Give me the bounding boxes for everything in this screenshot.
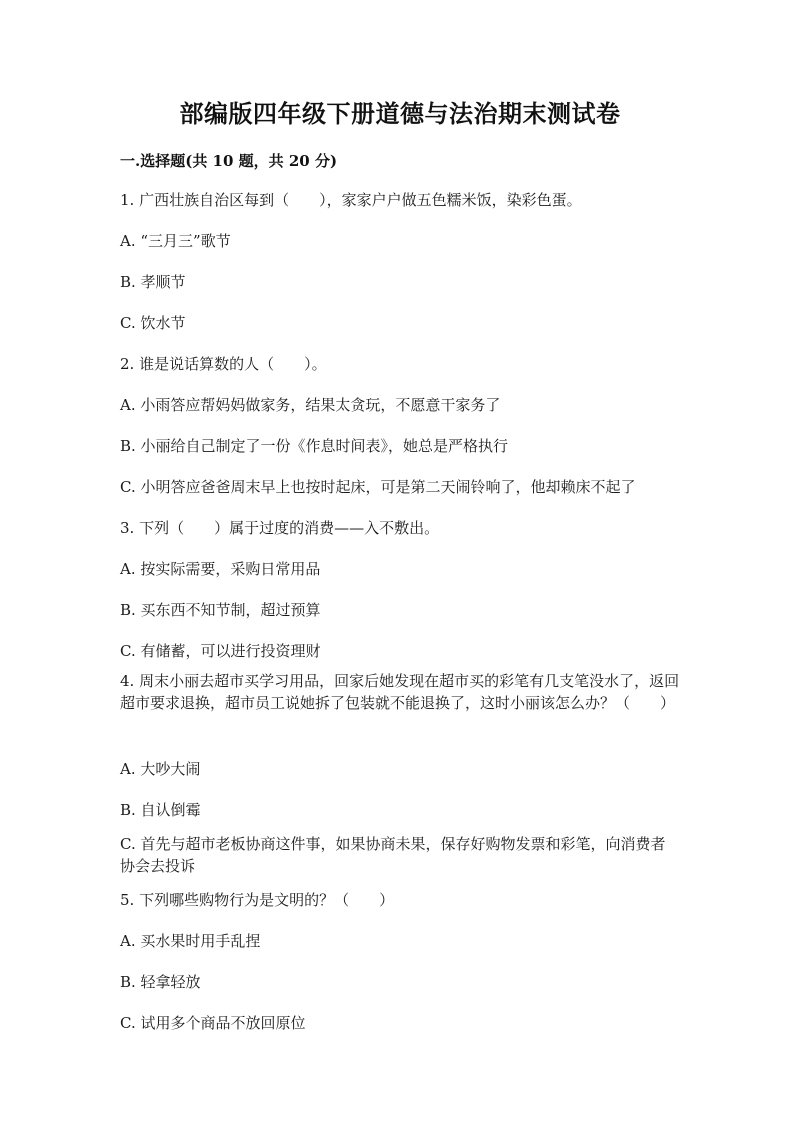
question-3-option-c: C. 有储蓄，可以进行投资理财 xyxy=(120,642,321,660)
question-4-option-b: B. 自认倒霉 xyxy=(120,801,201,819)
question-2-stem: 2. 谁是说话算数的人（ ）。 xyxy=(120,355,327,373)
question-5-option-a: A. 买水果时用手乱捏 xyxy=(120,932,261,950)
question-3-stem: 3. 下列（ ）属于过度的消费——入不敷出。 xyxy=(120,519,440,537)
question-4-option-a: A. 大吵大闹 xyxy=(120,760,201,778)
question-5-option-c: C. 试用多个商品不放回原位 xyxy=(120,1014,306,1032)
question-2-option-c: C. 小明答应爸爸周末早上也按时起床，可是第二天闹铃响了，他却赖床不起了 xyxy=(120,478,636,496)
question-5-option-b: B. 轻拿轻放 xyxy=(120,973,201,991)
question-2-option-b: B. 小丽给自己制定了一份《作息时间表》，她总是严格执行 xyxy=(120,437,509,455)
question-1-stem: 1. 广西壮族自治区每到（ ），家家户户做五色糯米饭，染彩色蛋。 xyxy=(120,191,582,209)
question-1-option-a: A. “三月三”歌节 xyxy=(120,232,231,250)
section-heading: 一.选择题(共 10 题，共 20 分) xyxy=(120,152,338,170)
question-5-stem: 5. 下列哪些购物行为是文明的？（ ） xyxy=(120,891,395,909)
question-1-option-c: C. 饮水节 xyxy=(120,314,186,332)
question-3-option-a: A. 按实际需要，采购日常用品 xyxy=(120,560,321,578)
question-2-option-a: A. 小雨答应帮妈妈做家务，结果太贪玩，不愿意干家务了 xyxy=(120,396,501,414)
question-3-option-b: B. 买东西不知节制，超过预算 xyxy=(120,601,321,619)
question-1-option-b: B. 孝顺节 xyxy=(120,273,186,291)
question-4-stem: 4. 周末小丽去超市买学习用品，回家后她发现在超市买的彩笔有几支笔没水了，返回超市要求退换，超市员工说她拆了包装就不能退换了，这时小丽该怎么办？（ ） xyxy=(120,672,680,712)
question-4-option-c: C. 首先与超市老板协商这件事，如果协商未果，保存好购物发票和彩笔，向消费者协会去投诉 xyxy=(120,835,666,875)
page-title: 部编版四年级下册道德与法治期末测试卷 xyxy=(179,99,621,128)
